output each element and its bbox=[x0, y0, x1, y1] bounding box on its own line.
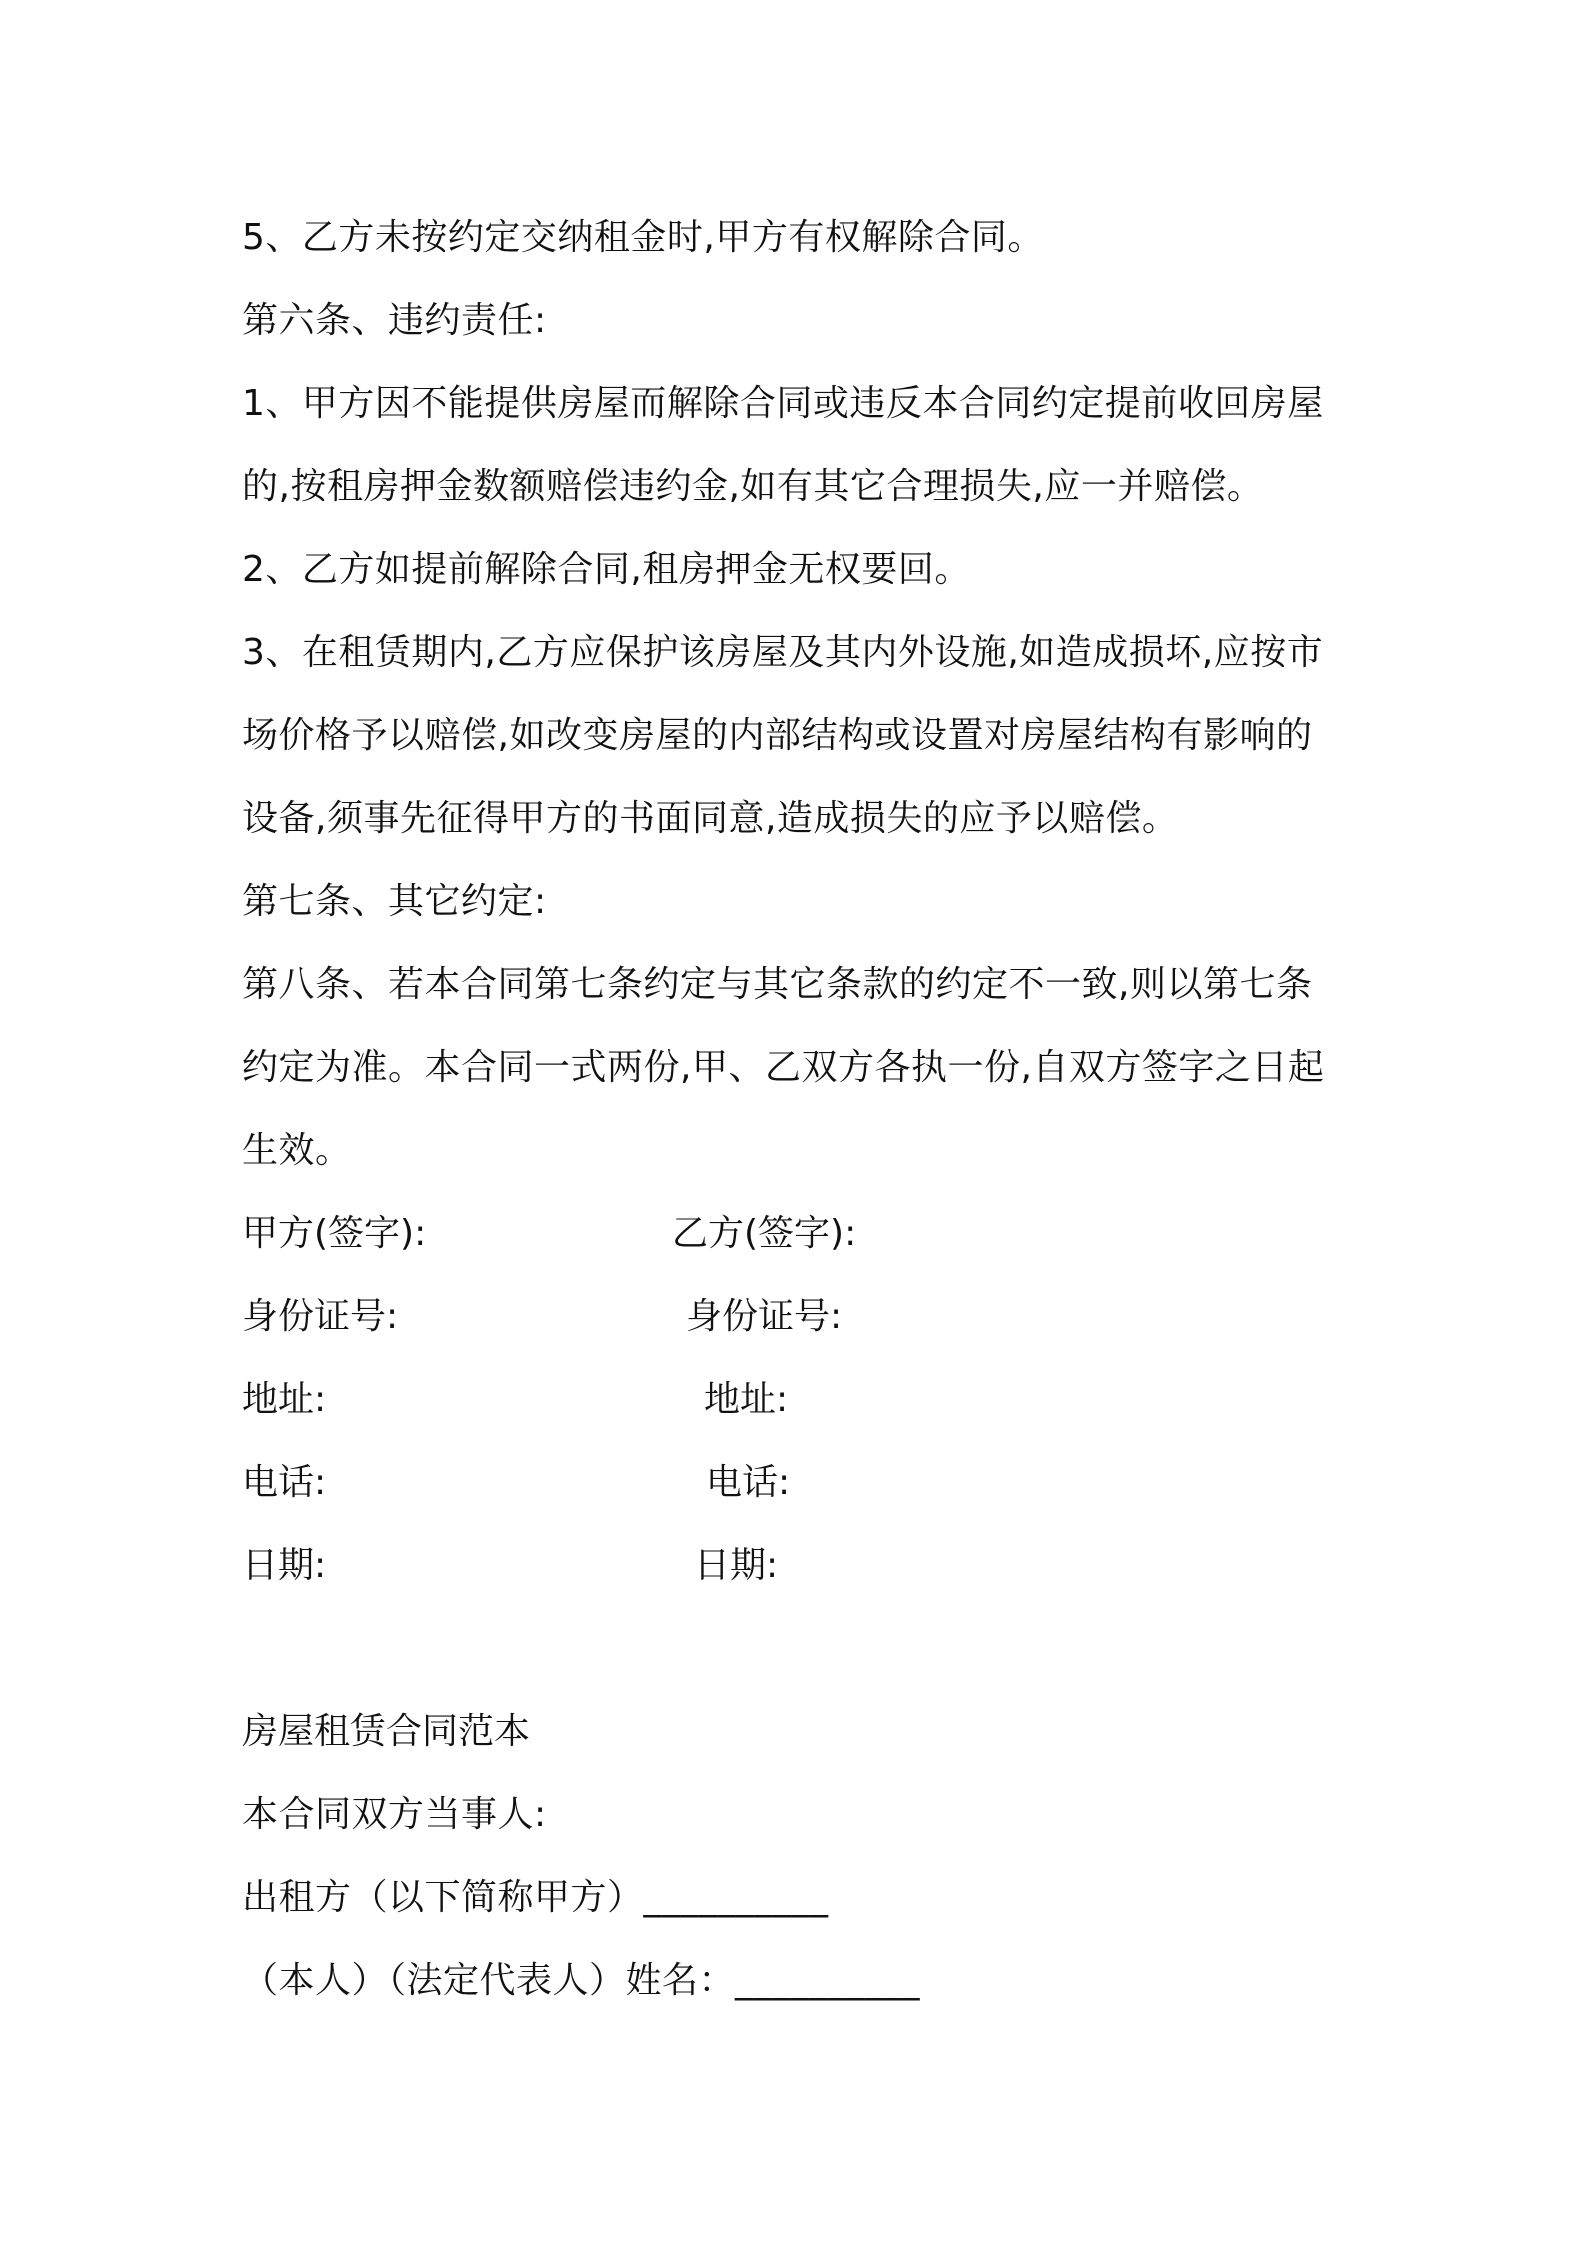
clause-item-5: 5、乙方未按约定交纳租金时,甲方有权解除合同。 bbox=[242, 217, 1044, 258]
party-b-date-label: 日期: bbox=[694, 1545, 779, 1586]
id-number-row bbox=[242, 1275, 1362, 1358]
article-7-heading: 第七条、其它约定: bbox=[242, 881, 547, 922]
document-body bbox=[242, 196, 1362, 2022]
date-row bbox=[242, 1524, 1362, 1607]
article-6-item-3-line-1: 3、在租赁期内,乙方应保护该房屋及其内外设施,如造成损坏,应按市 bbox=[242, 632, 1324, 673]
article-8-line-1: 第八条、若本合同第七条约定与其它条款的约定不一致,则以第七条 bbox=[242, 964, 1313, 1005]
article-6-item-1-line-2: 的,按租房押金数额赔偿违约金,如有其它合理损失,应一并赔偿。 bbox=[242, 466, 1264, 507]
party-b-id-label: 身份证号: bbox=[686, 1296, 843, 1337]
article-8-line-3: 生效。 bbox=[242, 1130, 352, 1171]
article-6-item-3-line-2: 场价格予以赔偿,如改变房屋的内部结构或设置对房屋结构有影响的 bbox=[242, 715, 1313, 756]
article-6-item-3-line-3: 设备,须事先征得甲方的书面同意,造成损失的应予以赔偿。 bbox=[242, 798, 1179, 839]
party-b-phone-label: 电话: bbox=[706, 1462, 791, 1503]
contract-template-title: 房屋租赁合同范本 bbox=[242, 1711, 531, 1752]
phone-row bbox=[242, 1441, 1362, 1524]
party-a-id-label: 身份证号: bbox=[242, 1296, 399, 1337]
article-6-item-1-line-1: 1、甲方因不能提供房屋而解除合同或违反本合同约定提前收回房屋 bbox=[242, 383, 1324, 424]
party-a-phone-label: 电话: bbox=[242, 1462, 327, 1503]
parties-heading: 本合同双方当事人: bbox=[242, 1794, 547, 1835]
address-row bbox=[242, 1358, 1362, 1441]
lessor-line: 出租方（以下简称甲方）__________ bbox=[242, 1877, 829, 1918]
section-spacer bbox=[242, 1607, 1362, 1690]
article-6-item-2: 2、乙方如提前解除合同,租房押金无权要回。 bbox=[242, 549, 971, 590]
party-a-signature-label: 甲方(签字): bbox=[242, 1213, 427, 1254]
party-a-date-label: 日期: bbox=[242, 1545, 327, 1586]
article-8-line-2: 约定为准。本合同一式两份,甲、乙双方各执一份,自双方签字之日起 bbox=[242, 1047, 1325, 1088]
article-6-heading: 第六条、违约责任: bbox=[242, 300, 547, 341]
representative-line: （本人）（法定代表人）姓名：__________ bbox=[242, 1960, 921, 2001]
party-b-address-label: 地址: bbox=[704, 1379, 789, 1420]
party-a-address-label: 地址: bbox=[242, 1379, 327, 1420]
signature-row bbox=[242, 1192, 1362, 1275]
party-b-signature-label: 乙方(签字): bbox=[672, 1213, 857, 1254]
